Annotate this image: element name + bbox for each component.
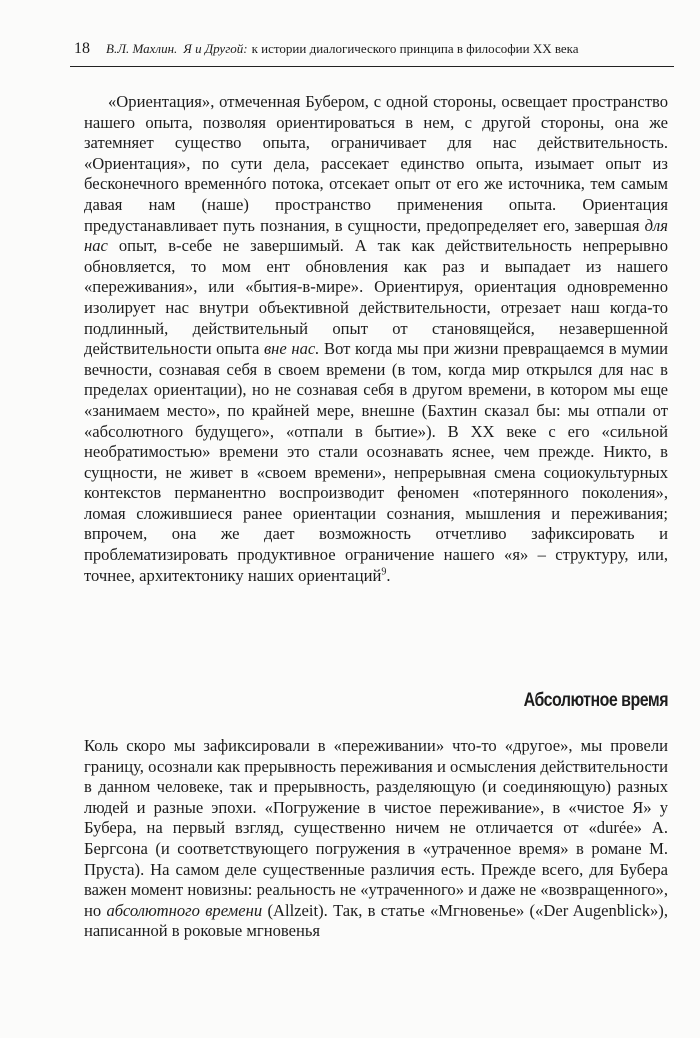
header-rule [70, 66, 674, 67]
paragraph-orientation [84, 92, 668, 586]
running-head-author: В.Л. Махлин. [106, 41, 178, 56]
paragraph-1-part-2: опыт, в-себе не завершимый. А так как действительность непрерывно обновляется, то мом ент обновления как раз и выпадает из нашего «переживания», или «бытия-в-мире». Ориентируя, ориентация одновременно изолирует нас внутри объективной действительности, отрезает наш когда-то подлинный, действительный опыт от становящейся, незавершенной действительности опыта [84, 236, 668, 359]
paragraph-2-part-2: (Allzeit). Так, в статье «Мгновенье» («Der Augenblick»), написанной в роковые мгновенья [84, 900, 668, 941]
running-head-title: Я и Другой: [183, 41, 248, 56]
footnote-reference-9[interactable]: 9 [381, 566, 387, 578]
paragraph-1-text [84, 92, 668, 586]
emphasis-for-us: для нас [84, 215, 668, 256]
running-head-subtitle: к истории диалогического принципа в философии XX века [251, 41, 579, 56]
running-head [74, 40, 674, 64]
section-heading: Абсолютное время [523, 690, 668, 711]
emphasis-absolute-time: абсолютного времени [106, 900, 263, 920]
paragraph-1-end: . [386, 565, 391, 585]
paragraph-1-part-3: Вот когда мы при жизни превращаемся в мумии вечности, сознавая себя в своем времени (в том, когда мир открылся для нас в пределах ориентации), но не сознавая себя в другом времени, в котором мы еще «занимаем место», по крайней мере, внешне (Бахтин сказал бы: мы отпали от «абсолютного будущего», «отпали в бытие»). В XX веке с его «сильной необратимостью» времени это стали осознавать яснее, чем прежде. Никто, в сущности, не живет в «своем времени», непрерывная смена социокультурных контекстов перманентно воспроизводит феномен «потерянного поколения», ломая сложившиеся ранее ориентации сознания, мышления и переживания; впрочем, она же дает возможность отчетливо зафиксировать и проблематизировать продуктивное ограничение нашего «я» – структуру, или, точнее, архитектонику наших ориентаций [84, 339, 668, 585]
page-number: 18 [74, 40, 90, 57]
paragraph-absolute-time [84, 736, 668, 942]
emphasis-outside-us: вне нас. [263, 339, 320, 359]
paragraph-1-part-1: «Ориентация», отмеченная Бубером, с одной стороны, освещает пространство нашего опыта, позволяя ориентироваться в нем, с другой стороны, она же затемняет существо опыта, ограничивает для нас действительность. «Ориентация», по сути дела, рассекает единство опыта, изымает опыт из бесконечного временнóго потока, отсекает опыт от его же источника, тем самым давая нам (наше) пространство применения опыта. Ориентация предустанавливает путь познания, в сущности, предопределяет его, завершая [84, 92, 668, 235]
paragraph-2-text [84, 736, 668, 942]
paragraph-2-part-1: Коль скоро мы зафиксировали в «переживании» что-то «другое», мы провели границу, осознали как прерывность переживания и осмысления действительности в данном человеке, так и прерывность, разделяющую (и соединяющую) разных людей и разные эпохи. «Погружение в чистое переживание», в «чистое Я» у Бубера, на первый взгляд, существенно ничем не отличается от «durée» А. Бергсона (и соответствующего погружения в «утраченное время» в романе М. Пруста). На самом деле существенные различия есть. Прежде всего, для Бубера важен момент новизны: реальность не «утраченного» и даже не «возвращенного», но [84, 736, 668, 920]
